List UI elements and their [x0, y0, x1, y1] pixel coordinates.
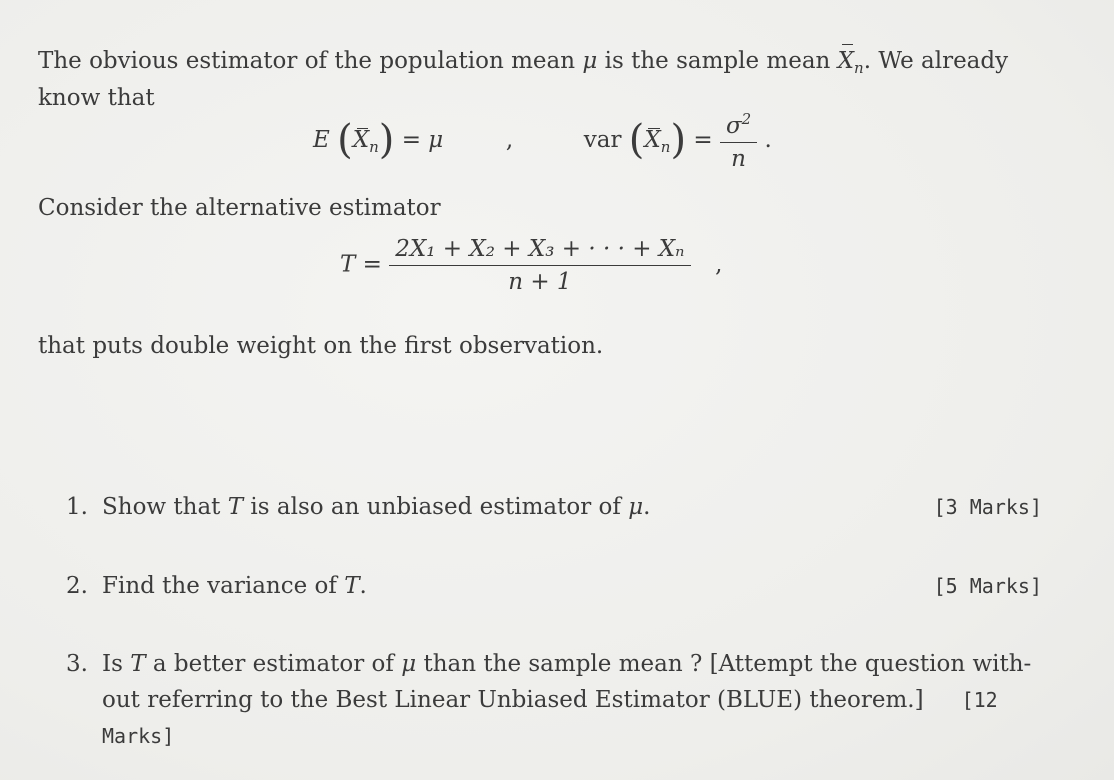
estimator-T-symbol: T [340, 251, 356, 278]
right-paren: ) [378, 117, 395, 163]
question-item-1 [66, 489, 1042, 525]
sample-mean-symbol: X [644, 127, 661, 153]
variance-symbol: var [583, 127, 622, 153]
separator-comma: , [505, 127, 514, 153]
mu-symbol: μ [401, 651, 417, 677]
estimator-fraction [389, 236, 690, 295]
double-weight-text: that puts double weight on the first observation. [38, 333, 604, 359]
expectation-symbol: E [313, 127, 330, 153]
question-line-2: out referring to the Best Linear Unbiased Estimator (BLUE) theorem.] [12 [102, 687, 998, 713]
subscript-n: n [854, 59, 864, 77]
estimator-T-symbol: T [344, 573, 360, 599]
fraction-denominator: n + 1 [508, 269, 572, 295]
intro-text: know that [38, 85, 155, 111]
variance-fraction [720, 110, 757, 172]
marks-label: [12 [961, 688, 998, 712]
trailing-comma: , [715, 251, 723, 278]
double-weight-paragraph [38, 328, 1048, 364]
fraction-numerator: $\sigma^2$ [720, 110, 757, 143]
left-paren: ( [337, 117, 353, 163]
equals-sign: = [693, 127, 713, 153]
question-item-2 [66, 568, 1042, 604]
equals-mu: = μ [401, 127, 444, 153]
question-line-1: Is T a better estimator of μ than the sample mean ? [Attempt the question with- [102, 651, 1032, 677]
right-paren: ) [670, 117, 687, 163]
equation-expectation-variance [313, 110, 772, 172]
left-paren: ( [628, 117, 645, 163]
equals-sign: = [362, 251, 382, 278]
intro-text: is the sample mean [597, 48, 838, 74]
period: . [764, 127, 772, 153]
question-number: 2. [66, 573, 88, 599]
question-item-3 [66, 646, 1042, 756]
sample-mean-symbol: X [352, 127, 370, 153]
question-text: Show that T is also an unbiased estimator of μ. [102, 494, 651, 520]
estimator-T-symbol: T [227, 494, 244, 520]
sample-mean-symbol: X [838, 43, 854, 79]
question-line-3 [102, 718, 1042, 754]
question-text [102, 646, 1042, 754]
marks-label: [5 Marks] [933, 574, 1042, 598]
question-text: Find the variance of T. [102, 573, 367, 599]
marks-label: [3 Marks] [933, 495, 1042, 519]
question-number: 3. [66, 651, 88, 677]
consider-text: Consider the alternative estimator [38, 195, 441, 221]
subscript-n: n [369, 138, 379, 156]
consider-paragraph [38, 190, 1048, 226]
equation-alternative-estimator [340, 236, 722, 295]
intro-text: The obvious estimator of the population mean [38, 48, 583, 74]
fraction-numerator: 2X₁ + X₂ + X₃ + · · · + Xₙ [389, 236, 690, 266]
marks-label: Marks] [102, 724, 175, 748]
estimator-T-symbol: T [130, 651, 146, 677]
mu-symbol: μ [628, 494, 644, 520]
intro-text: . We already [863, 48, 1009, 74]
subscript-n: n [660, 138, 671, 156]
question-number: 1. [66, 494, 88, 520]
mu-symbol: μ [582, 48, 598, 74]
fraction-denominator: n [731, 146, 746, 172]
